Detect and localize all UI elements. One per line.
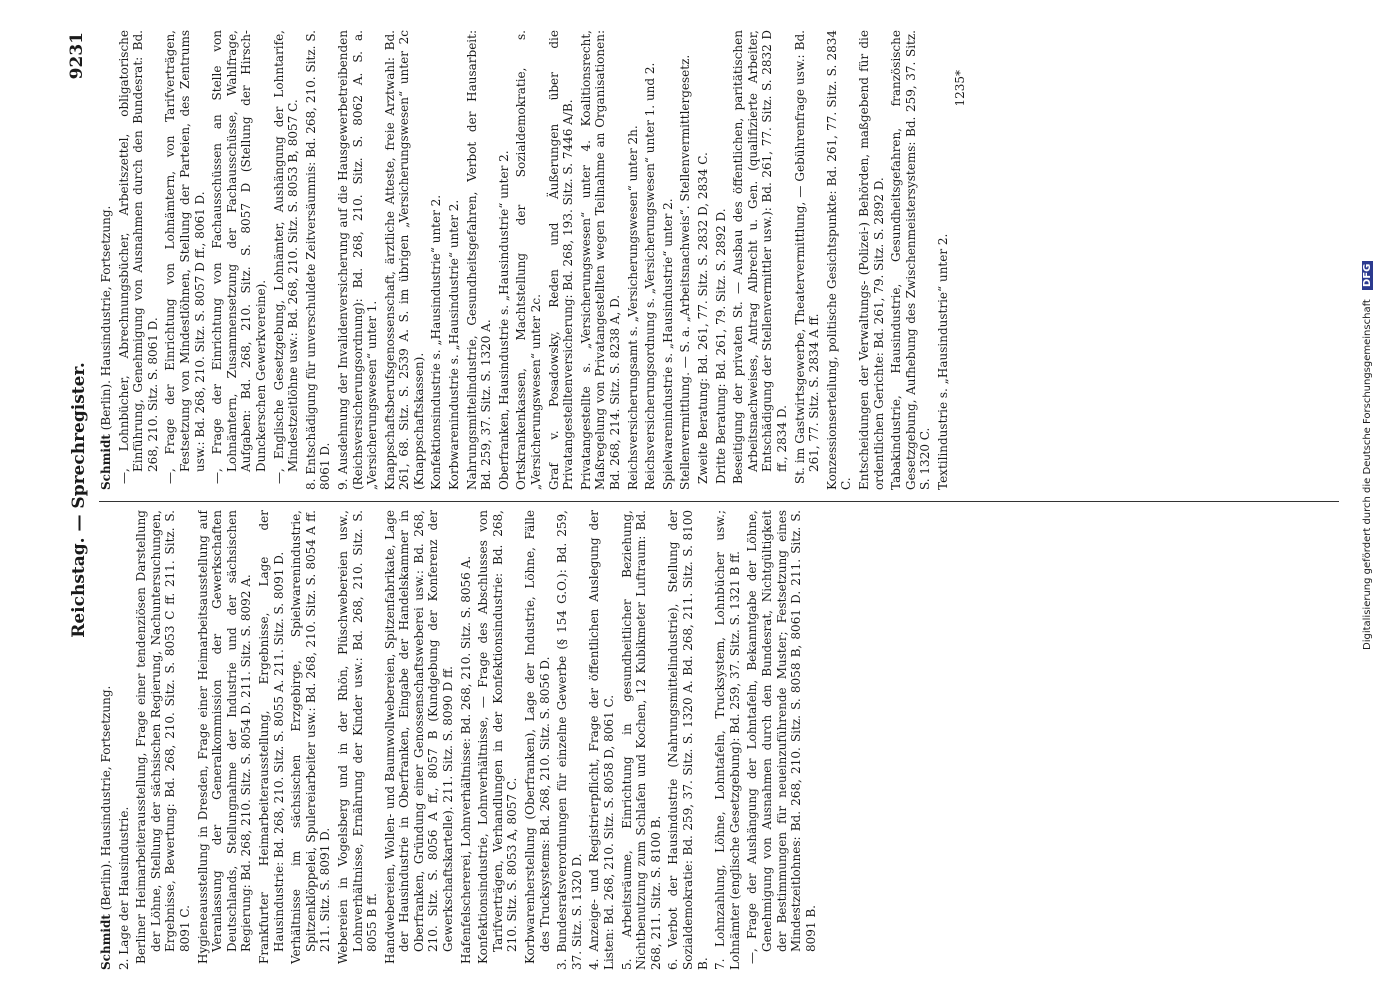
register-entry: Knappschaftsberufsgenossenschaft, ärztliche Atteste, freie Arztwahl: Bd. 261, 68. Sitz. S. 2539 A. S. im übrigen „Versicherungswesen“ unter 2c (Knappschaftskassen). <box>382 30 426 490</box>
register-entry: Nahrungsmittelindustrie, Gesundheitsgefahren, Verbot der Hausarbeit: Bd. 259, 37. Sitz. S. 1320 A. <box>464 30 494 490</box>
register-entry: Zweite Beratung: Bd. 261, 77. Sitz. S. 2832 D, 2834 C. <box>695 152 710 484</box>
register-entry: 4. Anzeige- und Registrierpflicht, Frage der öffentlichen Auslegung der Listen: Bd. 268, 210. Sitz. S. 8058 D, 8061 C. <box>587 510 616 970</box>
page-number: 9231 <box>67 32 87 80</box>
register-entry: Konfektionsindustrie s. „Hausindustrie“ unter 2. <box>429 194 444 490</box>
register-entry: St. im Gastwirtsgewerbe, Theatervermittlung, — Gebührenfrage usw.: Bd. 261, 77. Sitz. S. 2834 A ff. <box>792 30 822 484</box>
digitization-note-text: Digitalisierung gefördert durch die Deutsche Forschungsgemeinschaft <box>1362 299 1373 650</box>
left-column <box>99 510 1339 970</box>
right-item-list <box>117 30 951 490</box>
dfg-logo: DFG <box>1362 261 1373 290</box>
digitization-note-text-wrap <box>1362 10 1378 650</box>
register-entry: —, Lohnbücher, Abrechnungsbücher, Arbeitszettel, obligatorische Einführung, Genehmigung von Ausnahmen durch den Bundesrat: Bd. 268, 210. Sitz. S. 8061 D. <box>116 30 160 484</box>
register-entry: 7. Lohnzahlung, Löhne, Lohntafeln, Trucksystem, Lohnbücher usw.; Lohnämter (englische Gesetzgebung): Bd. 259, 37. Sitz. S. 1321 B ff. <box>713 510 742 970</box>
column-divider <box>99 501 1339 502</box>
register-entry: —, Frage der Einrichtung von Fachausschüssen an Stelle von Lohnämtern, Zusammensetzung der Fachausschüsse, Wahlfrage, Aufgaben: Bd. 268, 210. Sitz. S. 8057 D (Stellung der Hirsch-Dunckerschen Gewerkvereine). <box>210 30 268 484</box>
left-item-list <box>117 510 819 970</box>
register-entry: 6. Verbot der Hausindustrie (Nahrungsmittelindustrie), Stellung der Sozialdemokratie: Bd. 259, 37. Sitz. S. 1320 A. Bd. 268, 211. Sitz. S. 8100 B. <box>666 510 710 970</box>
left-entry-head <box>99 510 114 970</box>
register-entry: Konzessionserteilung, politische Gesichtspunkte: Bd. 261, 77. Sitz. S. 2834 C. <box>824 30 854 490</box>
right-entry-head <box>99 30 114 490</box>
register-entry: Dritte Beratung: Bd. 261, 79. Sitz. S. 2892 D. <box>713 208 728 484</box>
register-entry: Spielwarenindustrie s. „Hausindustrie“ unter 2. <box>660 198 675 490</box>
register-entry: Graf v. Posadowsky, Reden und Äußerungen über die Privatangestelltenversicherung: Bd. 268, 193. Sitz. S. 7446 A/B. <box>546 30 576 490</box>
register-entry: Textilindustrie s. „Hausindustrie“ unter 2. <box>935 233 950 490</box>
register-entry: Ortskrankenkassen, Machtstellung der Sozialdemokratie, s. „Versicherungswesen“ unter 2c. <box>514 30 544 490</box>
register-entry: Handwebereien, Wollen- und Baumwollwebereien, Spitzenfabrikate, Lage der Hausindustrie in Oberfranken, Eingabe der Handelskammer in Oberfranken, Gründung einer Genossenschaftsweberei usw.: Bd. 268, 210. Sitz. S. 8056 A ff., 8057 B (Kundgebung der Konferenz der Gewerkschaftskartelle). 211. Sitz. S. 8090 D ff. <box>382 510 456 964</box>
register-entry: Beseitigung der privaten St. — Ausbau des öffentlichen, paritätischen Arbeitsnachweises, Antrag Albrecht u. Gen. (qualifizierte Arbeiter, Entschädigung der Stellenvermittler usw.): Bd. 261, 77. Sitz. S. 2832 D ff., 2834 D. <box>731 30 789 484</box>
register-entry: Berliner Heimarbeiterausstellung, Frage einer tendenziösen Darstellung der Löhne, Stellung der sächsischen Regierung, Nachuntersuchungen, Ergebnisse, Bewertung: Bd. 268, 210. Sitz. S. 8053 C ff. 211. Sitz. S. 8091 C. <box>134 510 192 964</box>
register-entry: Stellenvermittlung. — S. a. „Arbeitsnachweis“. Stellenvermittlergesetz. <box>678 54 693 490</box>
register-entry: Reichsversicherungsamt s. „Versicherungswesen“ unter 2h. <box>625 125 640 490</box>
register-entry: Hygieneausstellung in Dresden, Frage einer Heimarbeitsausstellung auf Veranlassung der Generalkommission der Gewerkschaften Deutschlands, Stellungnahme der Industrie und der sächsischen Regierung: Bd. 268, 210. Sitz. S. 8054 D. 211. Sitz. S. 8092 A. <box>195 510 254 964</box>
register-entry: Privatangestellte s. „Versicherungswesen“ unter 4. Koalitionsrecht, Maßregelung von Privatangestellten wegen Teilnahme an Organisationen: Bd. 268, 214. Sitz. S. 8238 A, D. <box>578 30 622 490</box>
register-entry: —, Englische Gesetzgebung, Lohnämter, Aushängung der Lohntarife, Mindestzeitlöhne usw.: Bd. 268, 210. Sitz. S. 8053 B, 8057 C. <box>271 30 301 484</box>
register-entry: 8. Entschädigung für unverschuldete Zeitversäumnis: Bd. 268, 210. Sitz. S. 8061 D. <box>303 30 333 490</box>
register-entry: 3. Bundesratsverordnungen für einzelne Gewerbe (§ 154 G.O.): Bd. 259, 37. Sitz. S. 1320 D. <box>555 510 584 970</box>
register-entry: Korbwarenindustrie s. „Hausindustrie“ unter 2. <box>447 199 462 490</box>
register-entry: Verhältnisse im sächsischen Erzgebirge, Spielwarenindustrie, Spitzenklöppelei, Spulereiarbeiter usw.: Bd. 268, 210. Sitz. S. 8054 A ff. 211. Sitz. S. 8091 D. <box>289 510 333 964</box>
page-header <box>63 32 93 968</box>
signature-mark: 1235* <box>953 70 968 107</box>
right-column <box>99 30 1339 490</box>
entry-name: Schmidt <box>99 434 113 490</box>
digitization-note <box>1356 0 1383 1000</box>
register-entry: Entscheidungen der Verwaltungs- (Polizei-) Behörden, maßgebend für die ordentlichen Gerichte: Bd. 261, 79. Sitz. S. 2892 D. <box>856 30 886 490</box>
register-entry: 5. Arbeitsräume, Einrichtung in gesundheitlicher Beziehung, Nichtbenutzung zum Schlafen und Kochen, 12 Kubikmeter Luftraum: Bd. 268, 211. Sitz. S. 8100 B. <box>619 510 663 970</box>
page-title: Reichstag. — Sprechregister. <box>69 362 89 638</box>
register-entry: Webereien in Vogelsberg und in der Rhön, Plüschwebereien usw., Lohnverhältnisse, Ernährung der Kinder usw.: Bd. 268, 210. Sitz. S. 8055 B ff. <box>335 510 380 964</box>
register-entry: Korbwarenherstellung (Oberfranken), Lage der Industrie, Löhne, Fälle des Trucksystems: Bd. 268, 210. Sitz. S. 8056 D. <box>523 510 552 964</box>
register-entry: Oberfranken, Hausindustrie s. „Hausindustrie“ unter 2. <box>496 150 511 490</box>
entry-head-rest: (Berlin). Hausindustrie, Fortsetzung. <box>99 685 113 915</box>
entry-head-rest: (Berlin). Hausindustrie, Fortsetzung. <box>99 205 113 435</box>
register-entry: —, Frage der Einrichtung von Lohnämtern, von Tarifverträgen, Festsetzung von Mindestlöhnen, Stellung der Parteien, des Zentrums usw.: Bd. 268, 210. Sitz. S. 8057 D ff., 8061 D. <box>163 30 207 484</box>
register-entry: 9. Ausdehnung der Invalidenversicherung auf die Hausgewerbetreibenden (Reichsversicherungsordnung): Bd. 268, 210. Sitz. S. 8062 A. S. a. „Versicherungswesen“ unter 1. <box>335 30 380 490</box>
register-entry: Konfektionsindustrie, Lohnverhältnisse, — Frage des Abschlusses von Tarifverträgen, Verhandlungen in der Konfektionsindustrie: Bd. 268, 210. Sitz. S. 8053 A, 8057 C. <box>476 510 520 964</box>
register-entry: Frankfurter Heimarbeiterausstellung, Ergebnisse, Lage der Hausindustrie: Bd. 268, 210. Sitz. S. 8055 A. 211. Sitz. S. 8091 D. <box>256 510 286 964</box>
register-entry: Hafenfelschererei, Lohnverhältnisse: Bd. 268, 210. Sitz. S. 8056 A. <box>458 555 473 964</box>
register-entry: Reichsversicherungsordnung s. „Versicherungswesen“ unter 1. und 2. <box>643 62 658 490</box>
register-entry: Tabakindustrie, Hausindustrie, Gesundheitsgefahren, französische Gesetzgebung, Aufhebung des Zwischenmeistersystems: Bd. 259, 37. Sitz. S. 1320 C. <box>889 30 933 490</box>
register-entry: —, Frage der Aushängung der Lohntafeln, Bekanntgabe der Löhne, Genehmigung von Ausnahmen durch den Bundesrat, Nichtgültigkeit der Bestimmungen für neueinzuführende Muster; Festsetzung eines Mindestzeitlohnes: Bd. 268, 210. Sitz. S. 8058 B, 8061 D. 211. Sitz. S. 8091 B. <box>745 510 818 964</box>
register-entry: 2. Lage der Hausindustrie. <box>116 806 131 970</box>
entry-name: Schmidt <box>99 914 113 970</box>
rotated-page <box>55 20 1355 980</box>
